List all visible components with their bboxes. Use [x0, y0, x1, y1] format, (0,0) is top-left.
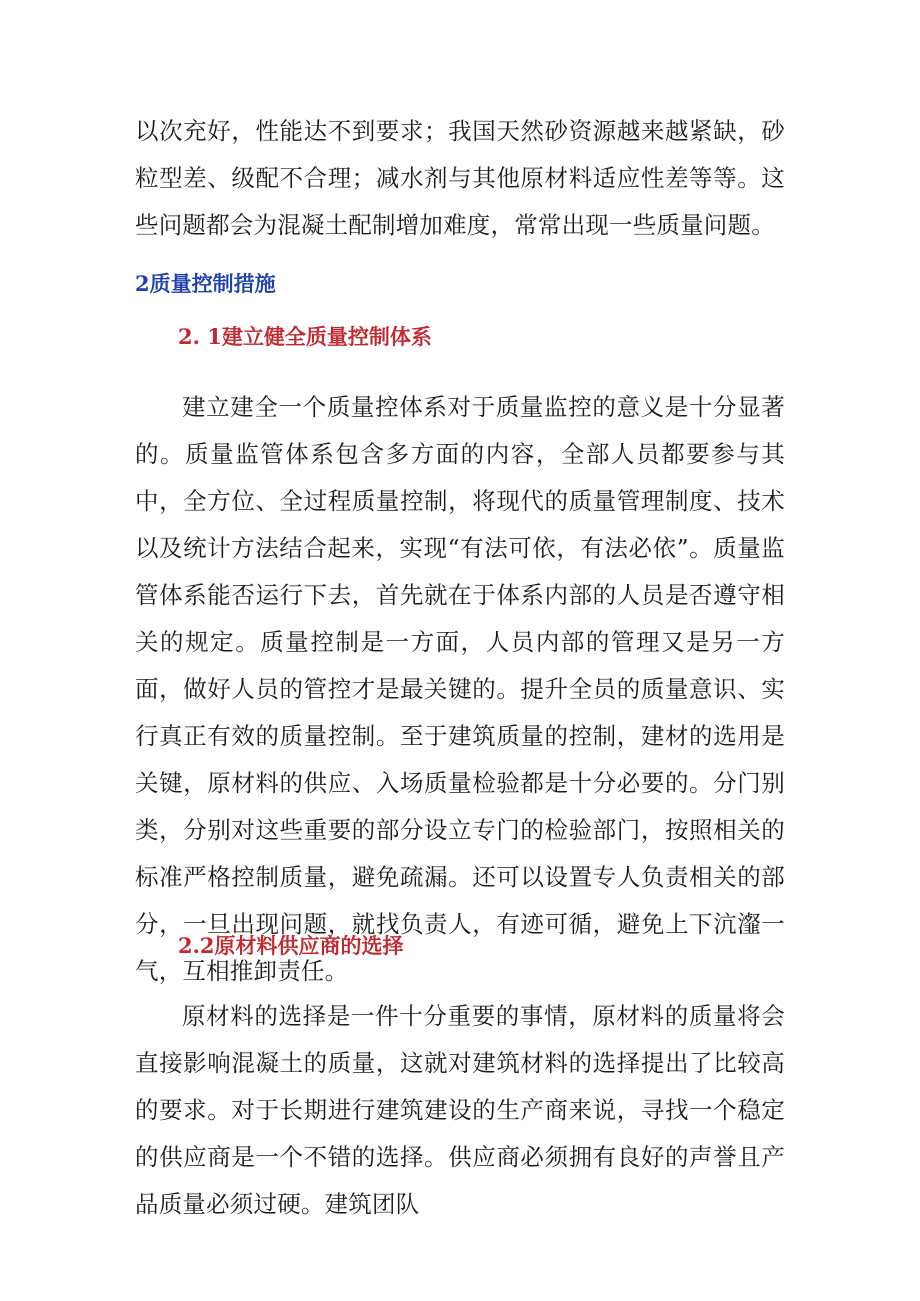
section-heading-2: 2质量控制措施: [135, 271, 276, 296]
paragraph-2-2: 原材料的选择是一件十分重要的事情，原材料的质量将会直接影响混凝土的质量，这就对建筑材料的选择提出了比较高的要求。对于长期进行建筑建设的生产商来说，寻找一个稳定的供应商是一个不错的选择。供应商必须拥有良好的声誉且产品质量必须过硬。建筑团队: [135, 1002, 785, 1218]
paragraph-2-1: 建立建全一个质量控体系对于质量监控的意义是十分显著的。质量监管体系包含多方面的内容，全部人员都要参与其中，全方位、全过程质量控制，将现代的质量管理制度、技术以及统计方法结合起来，实现“有法可依，有法必依”。质量监管体系能否运行下去，首先就在于体系内部的人员是否遵守相关的规定。质量控制是一方面，人员内部的管理又是另一方面，做好人员的管控才是最关键的。提升全员的质量意识、实行真正有效的质量控制。至于建筑质量的控制，建材的选用是关键，原材料的供应、入场质量检验都是十分必要的。分门别类，分别对这些重要的部分设立专门的检验部门，按照相关的标准严格控制质量，避免疏漏。还可以设置专人负责相关的部分，一旦出现问题，就找负责人，有迹可循，避免上下沆瀣一气，互相推卸责任。: [135, 393, 785, 985]
section-heading-2-2: 2.2原材料供应商的选择: [178, 933, 404, 958]
paragraph-intro: 以次充好，性能达不到要求；我国天然砂资源越来越紧缺，砂粒型差、级配不合理；减水剂与其他原材料适应性差等等。这些问题都会为混凝土配制增加难度，常常出现一些质量问题。: [135, 117, 785, 239]
section-heading-2-1: 2. 1建立健全质量控制体系: [178, 324, 432, 349]
